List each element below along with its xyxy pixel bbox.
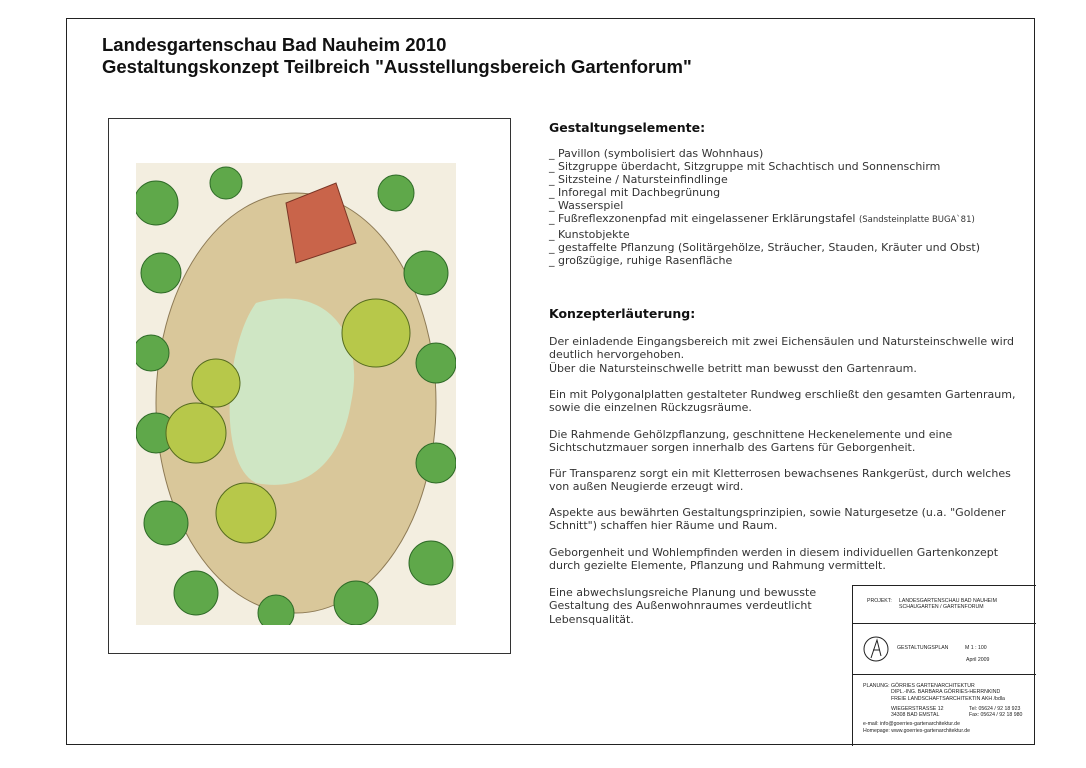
architect-logo-icon [863,636,889,662]
plan-date: April 2009 [966,657,990,663]
list-item: _ Inforegal mit Dachbegrünung [549,186,721,200]
page-title [102,34,692,78]
projekt-name: LANDESGARTENSCHAU BAD NAUHEIM [899,598,997,604]
gestaltung-heading: Gestaltungselemente: [549,120,706,135]
konzept-paragraph: Die Rahmende Gehölzpflanzung, geschnittene Heckenelemente und eine Sichtschutzmauer sorgen innerhalb des Gartens für Geborgenheit. [549,428,953,455]
list-item: _ Sitzsteine / Natursteinfindlinge [549,173,728,187]
konzept-paragraph: Für Transparenz sorgt ein mit Kletterrosen bewachsenes Rankgerüst, durch welches von außen Neugierde erzeugt wird. [549,467,1011,494]
list-item: _ großzügige, ruhige Rasenfläche [549,253,733,267]
konzept-paragraph: Geborgenheit und Wohlempfinden werden in diesem individuellen Gartenkonzept durch gezielte Elemente, Pflanzung und Rahmung vermittelt. [549,546,999,573]
list-item: _ Kunstobjekte [549,227,630,241]
planung-name: DIPL.-ING. BARBARA GÖRRIES-HERRNKIND [891,689,1001,696]
list-item: _ gestaffelte Pflanzung (Solitärgehölze, Sträucher, Stauden, Kräuter und Obst) [549,240,981,254]
title-line-1: Landesgartenschau Bad Nauheim 2010 [102,34,447,55]
title-line-2: Gestaltungskonzept Teilbreich "Ausstellungsbereich Gartenforum" [102,56,692,77]
address-street: WIEGERSTRASSE 12 [891,705,944,712]
address-city: 34308 BAD EMSTAL [891,712,940,719]
konzept-paragraph: Der einladende Eingangsbereich mit zwei Eichensäulen und Natursteinschwelle wird deutlich hervorgehoben. [549,335,1015,362]
plan-type: GESTALTUNGSPLAN [897,645,949,651]
list-item-text: _ Fußreflexzonenpfad mit eingelassener Erklärungstafel [549,212,856,226]
title-block [852,585,1036,746]
list-item: _ Sitzgruppe überdacht, Sitzgruppe mit Schachtisch und Sonnenschirm [549,160,941,174]
gestaltung-list [549,147,980,267]
planung-label: PLANUNG: [863,683,890,689]
list-item-note: (Sandsteinplatte BUGA`81) [858,215,975,226]
project-section [853,598,1036,611]
phone: Tel: 05624 / 92 18 923 [969,705,1021,712]
list-item [549,212,980,227]
email-link[interactable]: e-mail: info@goerries-gartenarchitektur.de [863,721,960,728]
plan-scale: M 1 : 100 [965,645,987,651]
projekt-subtitle: SCHAUGARTEN / GARTENFORUM [899,604,984,611]
garden-plan-sketch [136,163,456,625]
planung-title: FREIE LANDSCHAFTSARCHITEKTIN AKH /bdla [891,695,1005,702]
konzept-paragraph: Eine abwechslungsreiche Planung und bewusste Gestaltung des Außenwohnraumes verdeutlicht Lebensqualität. [549,586,817,626]
list-item: _ Pavillon (symbolisiert das Wohnhaus) [549,147,764,160]
projekt-label: PROJEKT: [867,598,892,604]
list-item: _ Wasserspiel [549,199,624,213]
planung-section [853,674,1036,747]
homepage-link[interactable]: Homepage: www.goerries-gartenarchitektur.de [863,727,970,734]
planung-office: GÖRRIES GARTENARCHITEKTUR [891,683,975,689]
konzept-paragraph: Ein mit Polygonalplatten gestalteter Rundweg erschließt den gesamten Gartenraum, sowie die einzelnen Rückzugsräume. [549,388,1016,415]
fax: Fax: 05624 / 92 18 980 [969,712,1023,719]
konzept-paragraph: Über die Natursteinschwelle betritt man bewusst den Gartenraum. [549,362,917,375]
konzept-paragraph: Aspekte aus bewährten Gestaltungsprinzipien, sowie Naturgesetze (u.a. "Goldener Schnitt") schaffen hier Räume und Raum. [549,506,1006,533]
plan-section [853,623,1036,674]
konzept-heading: Konzepterläuterung: [549,306,696,321]
